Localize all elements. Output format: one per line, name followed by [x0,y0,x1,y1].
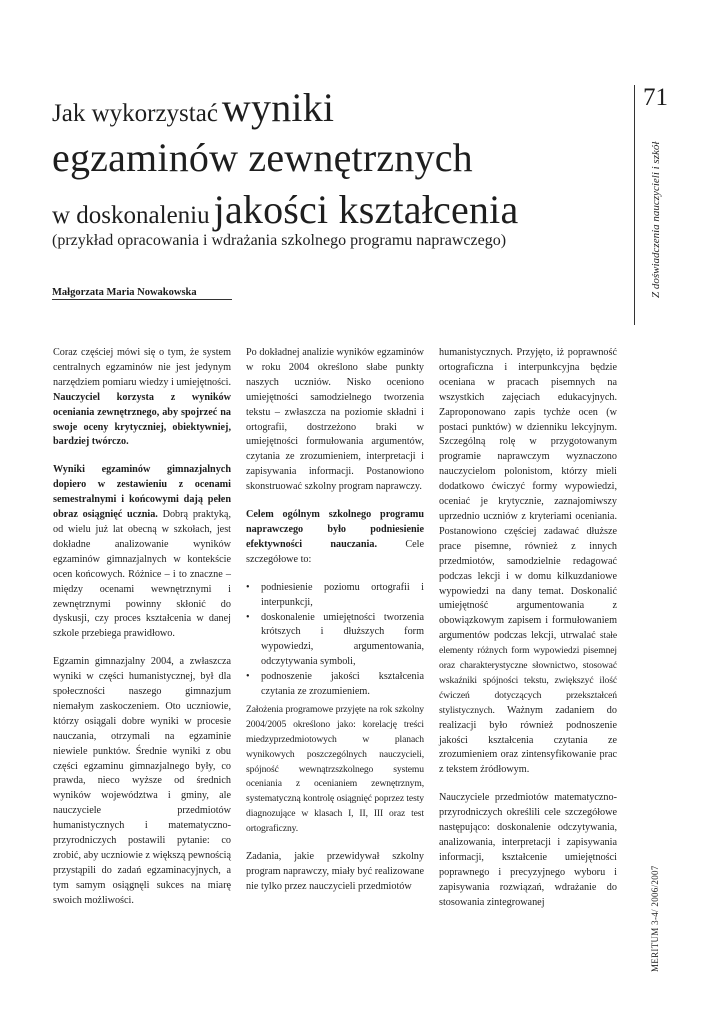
paragraph-text: Nauczyciele przedmiotów matematyczno-przyrodniczych określili cele szczegółowe następująco: doskonalenie odczytywania, analizowania, interpretacji i zapisywania informacji, kształcenie umiejętności poprawnego i precyzyjnego wyboru i zapisywania rozwiązań, wdrażanie do stosowania zintegrowanej [439,792,617,908]
list-item: • podniesienie poziomu ortografii i interpunkcji, [246,581,424,611]
goals-list [246,581,424,700]
author-divider [52,299,232,300]
paragraph-bold-text: Nauczyciel korzysta z wyników oceniania zewnętrznego, aby spojrzeć na swoje oceny krytyczniej, obiektywniej, bardziej twórczo. [53,391,231,448]
paragraph [439,791,617,910]
author-name: Małgorzata Maria Nowakowska [52,287,197,298]
paragraph [439,346,617,778]
paragraph-text: Dobrą praktyką, od wielu już lat obecną w szkołach, jest dokładne analizowanie wyników egzaminów gimnazjalnych w kontekście ocen końcowych. Różnice – i to znaczne – między ocenami wewnętrznymi i zewnętrznymi powinny skłonić do dyskusji, czy proces kształcenia w danej szkole przebiega prawidłowo. [53,509,232,640]
paragraph [53,346,231,450]
paragraph-text: Założenia programowe przyjęte na rok szkolny 2004/2005 określono jako: korelację treści miedzyprzedmiotowych w planach wynikowych poszczególnych nauczycieli, spójność wewnątrzszkolnego systemu oceniania z ocenianiem zewnętrznym, systematyczną kontrolę osiągnięć poprzez testy diagnozujące w klasach I, II, III oraz test ortograficzny. [246,703,424,835]
running-head: Z doświadczenia nauczycieli i szkół [650,141,662,298]
title-line-3-big: jakości kształcenia [213,187,519,232]
title-line-3 [52,187,519,232]
title-line-1 [52,85,335,130]
paragraph-bold-text: Wyniki egzaminów gimnazjalnych dopiero w zestawieniu z ocenami semestralnymi i końcowymi dają pełen obraz osiągnięć ucznia. [53,464,231,521]
text-column-1 [53,346,231,922]
paragraph-text: Coraz częściej mówi się o tym, że system centralnych egzaminów nie jest jedynym narzędziem pomiaru wiedzy i umiejętności. [53,347,231,388]
paragraph [246,850,424,895]
subtitle: (przykład opracowania i wdrażania szkolnego programu naprawczego) [52,232,507,249]
paragraph-text: humanistycznych. Przyjęto, iż poprawność ortograficzna i interpunkcyjna będzie oceniana w pracach pisemnych na wszystkich zajęciach edukacyjnych. Zaproponowano zapis tychże ocen (w postaci punktów) w dzienniku lekcyjnym. [439,347,617,433]
paragraph [53,655,231,908]
paragraph [53,463,231,642]
paragraph [246,346,424,495]
paragraph-text: stałe elementy różnych form wypowiedzi pisemnej oraz charakterystyczne słownictwo, stosować wskaźniki spójności tekstu, zwiększyć ilość ćwiczeń dotyczących przekształceń stylistycznych. [439,630,618,716]
title-line-1-big: wyniki [221,85,335,130]
paragraph-bold-text: Celem ogólnym szkolnego programu naprawczego było podniesienie efektywności nauczania. [246,509,424,550]
paragraph-text: Zadania, jakie przewidywał szkolny program naprawczy, miały być realizowane nie tylko przez nauczycieli przedmiotów [246,851,424,892]
paragraph-text: Cele szczegółowe to: [246,538,424,565]
title-line-3-small: w doskonaleniu [52,202,210,229]
paragraph-text: Po dokładnej analizie wyników egzaminów w roku 2004 określono słabe punkty naszych uczniów. Nisko oceniono umiejętności samodzielnego tworzenia tekstu – zwłaszcza na poziomie składni i ortografii, dostrzeżono braki w umiejętności formułowania argumentów, czytania ze zrozumieniem, interpretacji i zapisywania informacji. Postanowiono skonstruować szkolny program naprawczy. [246,347,424,493]
issue-label: MERITUM 3-4/ 2006/2007 [650,865,660,972]
list-item: • doskonalenie umiejętności tworzenia krótszych i dłuższych form wypowiedzi, argumentowania, odczytywania symboli, [246,611,424,671]
paragraph-text: Egzamin gimnazjalny 2004, a zwłaszcza wyniki w części humanistycznej, był dla społeczności naszego gimnazjum niemałym zaskoczeniem. Oto uczniowie, którzy osiągali dobre wyniki w procesie nauczania, otrzymali na egzaminie niewiele punktów. Średnie wyniki z obu części egzaminu gimnazjalnego były, co prawda, nieco wyższe od średnich wyników województwa i gminy, ale nauczyciele przedmiotów humanistycznych i matematyczno-przyrodniczych postawili pytanie: co zrobić, aby uczniowie z większą pewnością przystąpili do zadań egzaminacyjnych, a tym samym osiągnęli sukces na miarę swoich możliwości. [53,656,231,906]
list-item: • podnoszenie jakości kształcenia czytania ze zrozumieniem. [246,670,424,700]
text-column-3 [439,346,617,924]
text-column-2 [246,346,424,908]
paragraph [246,508,424,568]
paragraph [246,703,424,837]
title-line-2: egzaminów zewnętrznych [52,135,473,180]
margin-divider [634,85,635,325]
title-line-1-small: Jak wykorzystać [52,100,218,127]
paragraph-text: Szczególną rolę w przygotowanym programie naprawczym wyznaczono nauczycielom polonistom, którzy mieli dodatkowo ćwiczyć formy wypowiedzi, oceniać je krytycznie, zaznajomiwszy uprzednio uczniów z kryteriami oceniania. Postanowiono częściej zadawać dłuższe prace pisemne, również z innych przedmiotów, samodzielnie redagować podczas lekcji i w domu kilkuzdaniowe wypowiedzi na dany temat. Doskonalić umiejętność argumentowania z obowiązkowym zapisem i formułowaniem argumentów podczas lekcji, utrwalać [439,436,617,642]
paragraph-text: Ważnym zadaniem do realizacji było również podnoszenie jakości kształcenia czytania ze zrozumieniem oraz zintensyfikowanie prac z tekstem źródłowym. [439,704,617,776]
page-number: 71 [643,84,668,111]
